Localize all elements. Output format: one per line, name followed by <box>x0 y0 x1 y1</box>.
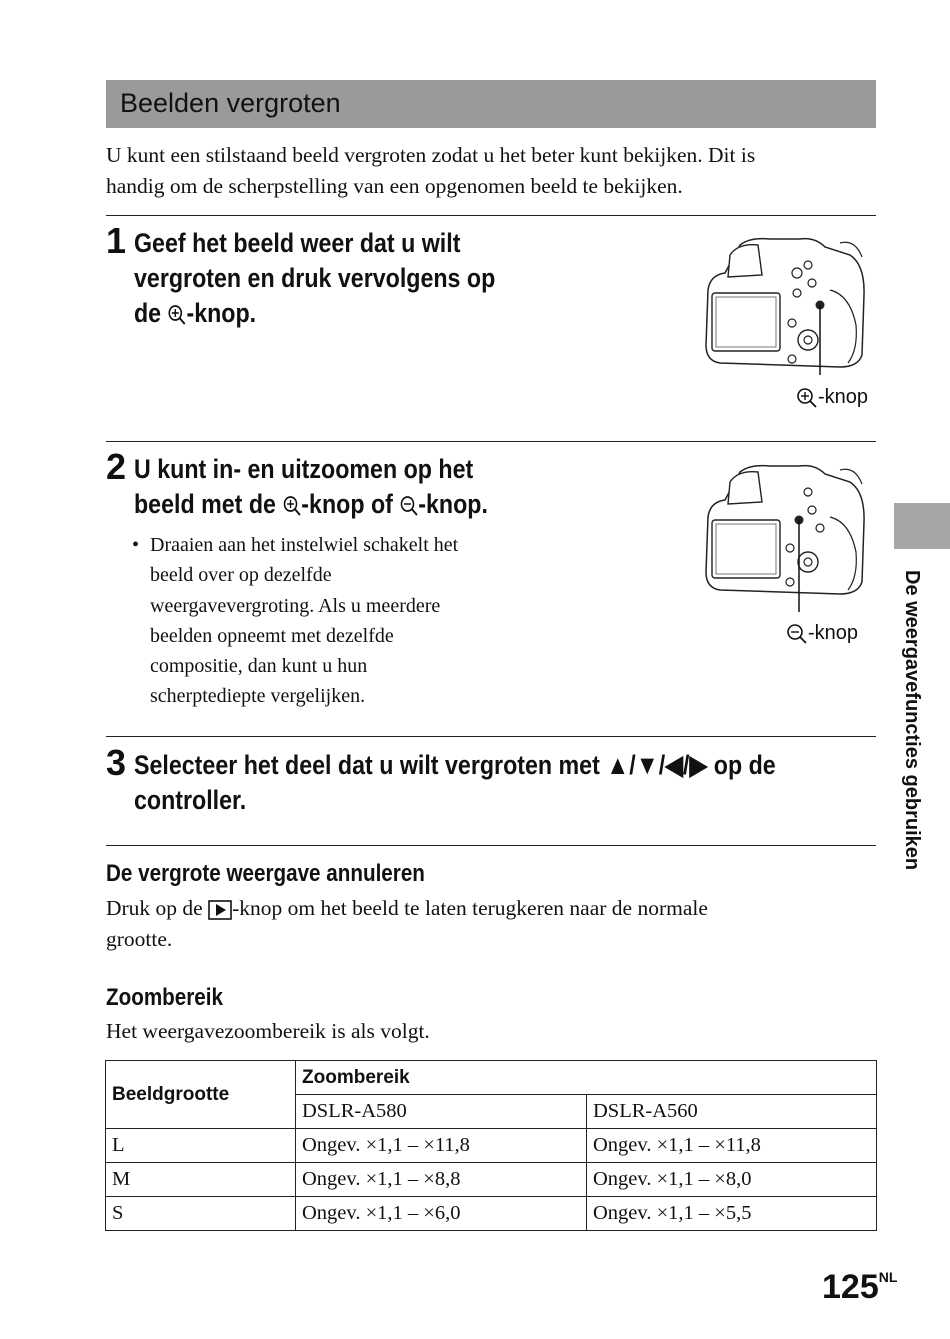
cancel-line-1 <box>106 893 886 924</box>
chapter-side-label <box>893 570 923 900</box>
step-2-line-2-mid: -knop of <box>301 489 400 519</box>
step-1-text <box>134 226 495 331</box>
step-1-line-2: vergroten en druk vervolgens op <box>134 263 496 293</box>
cell-a580: Ongev. ×1,1 – ×8,8 <box>296 1163 587 1197</box>
step-2-line-2-pre: beeld met de <box>134 489 283 519</box>
cell-size: S <box>106 1197 296 1231</box>
header-model-a560: DSLR-A560 <box>587 1095 877 1129</box>
divider <box>106 215 876 216</box>
cell-a560: Ongev. ×1,1 – ×5,5 <box>587 1197 877 1231</box>
chapter-tab-marker <box>894 503 950 549</box>
chapter-side-label-text: De weergavefuncties gebruiken <box>901 570 923 871</box>
cell-a560: Ongev. ×1,1 – ×8,0 <box>587 1163 877 1197</box>
cancel-line-1-post: -knop om het beeld te laten terugkeren naar de normale <box>232 896 708 920</box>
step-3-line-2: controller. <box>134 785 247 815</box>
cell-size: L <box>106 1129 296 1163</box>
zoom-in-callout-label: -knop <box>818 386 869 408</box>
camera-back-illustration-2 <box>700 462 870 612</box>
step-1-line-3 <box>134 296 495 331</box>
page-number-value: 125 <box>822 1268 879 1306</box>
step-3-line-1: Selecteer het deel dat u wilt vergroten met ▲/▼/◀/▶ op de <box>134 750 776 780</box>
zoom-range-table <box>105 1060 877 1231</box>
step-1-line-1: Geef het beeld weer dat u wilt <box>134 228 461 258</box>
cell-a580: Ongev. ×1,1 – ×11,8 <box>296 1129 587 1163</box>
cell-a580: Ongev. ×1,1 – ×6,0 <box>296 1197 587 1231</box>
zoom-range-text: Het weergavezoombereik is als volgt. <box>106 1019 430 1043</box>
bullet-text <box>150 530 530 712</box>
cancel-line-1-pre: Druk op de <box>106 896 209 920</box>
table-row <box>106 1163 877 1197</box>
step-2-line-2 <box>134 487 488 522</box>
cancel-paragraph <box>106 893 886 955</box>
bullet-dot: • <box>132 534 140 556</box>
header-model-a580: DSLR-A580 <box>296 1095 587 1129</box>
magnifier-minus-icon <box>399 495 418 517</box>
intro-paragraph <box>106 140 886 202</box>
zoom-out-button-callout <box>786 622 858 645</box>
bullet-line: compositie, dan kunt u hun <box>150 655 368 678</box>
bullet-line: scherptediepte vergelijken. <box>150 685 366 708</box>
zoom-range-heading: Zoombereik <box>106 984 223 1011</box>
bullet-line: Draaien aan het instelwiel schakelt het <box>150 534 459 556</box>
intro-line-1: U kunt een stilstaand beeld vergroten zodat u het beter kunt bekijken. Dit is <box>106 143 756 167</box>
step-2-line-1: U kunt in- en uitzoomen op het <box>134 454 474 484</box>
divider <box>106 845 876 846</box>
playback-button-icon <box>208 900 232 920</box>
divider <box>106 441 876 442</box>
table-header-row <box>106 1061 877 1095</box>
magnifier-plus-icon <box>168 304 187 326</box>
step-2-line-2-post: -knop. <box>418 489 488 519</box>
magnifier-plus-icon <box>282 495 301 517</box>
table-row <box>106 1197 877 1231</box>
cell-a560: Ongev. ×1,1 – ×11,8 <box>587 1129 877 1163</box>
section-title-bar <box>106 80 876 128</box>
zoom-out-callout-label: -knop <box>808 622 859 644</box>
step-2-number: 2 <box>106 446 127 487</box>
section-title: Beelden vergroten <box>120 88 341 118</box>
step-1-line-3-post: -knop. <box>186 298 257 328</box>
step-1-number: 1 <box>106 220 127 261</box>
header-zoom-range: Zoombereik <box>296 1061 877 1095</box>
divider <box>106 736 876 737</box>
zoom-in-button-callout <box>796 386 868 409</box>
bullet-line: beeld over op dezelfde <box>150 564 332 587</box>
bullet-line: weergavevergroting. Als u meerdere <box>150 594 441 617</box>
step-3-number: 3 <box>106 742 127 783</box>
step-2-text <box>134 452 488 522</box>
cell-size: M <box>106 1163 296 1197</box>
header-image-size: Beeldgrootte <box>106 1061 296 1129</box>
table-row <box>106 1129 877 1163</box>
cancel-heading: De vergrote weergave annuleren <box>106 860 425 887</box>
step-1-line-3-pre: de <box>134 298 168 328</box>
magnifier-plus-icon <box>796 387 818 409</box>
magnifier-minus-icon <box>786 623 808 645</box>
camera-back-illustration-1 <box>700 235 870 375</box>
page-number <box>822 1268 897 1307</box>
step-3-text <box>134 748 776 818</box>
cancel-line-2: grootte. <box>106 927 173 951</box>
bullet-line: beelden opneemt met dezelfde <box>150 624 394 647</box>
page-language: NL <box>878 1268 898 1285</box>
intro-line-2: handig om de scherpstelling van een opgenomen beeld te bekijken. <box>106 174 683 198</box>
